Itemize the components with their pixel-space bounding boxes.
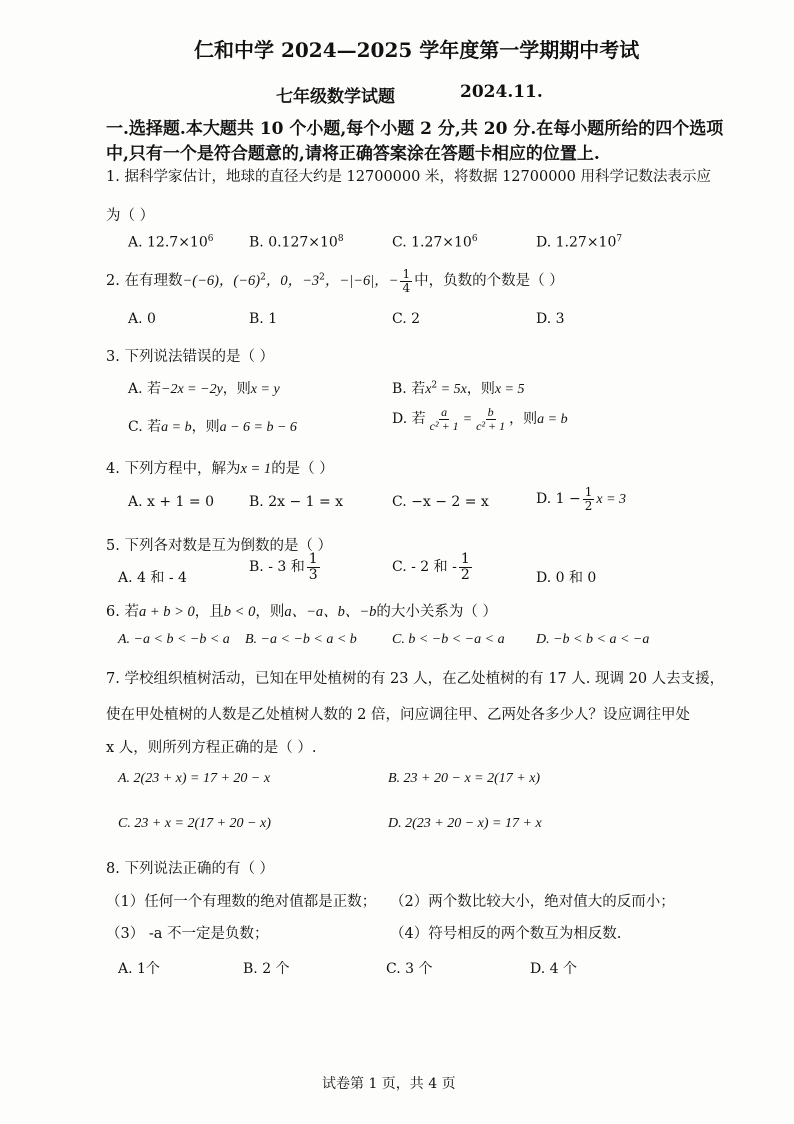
q8-stem: 8. 下列说法正确的有（ ） (106, 861, 275, 877)
q8-statement-4: （4）符号相反的两个数互为相反数. (390, 926, 622, 942)
q6-option-a: A. −a < b < −b < a (118, 632, 230, 647)
q3-option-c: C. 若a = b，则a − 6 = b − 6 (128, 419, 297, 435)
q8-option-b: B. 2 个 (243, 961, 290, 977)
q7-stem-line2: 使在甲处植树的人数是乙处植树人数的 2 倍，问应调往甲、乙两处各多少人？设应调往甲处 (106, 707, 690, 723)
page-footer: 试卷第 1 页，共 4 页 (322, 1076, 456, 1092)
q7-stem-line1: 7. 学校组织植树活动，已知在甲处植树的有 23 人，在乙处植树的有 17 人. 现调 20 人去支援， (106, 671, 725, 687)
q8-statement-2: （2）两个数比较大小，绝对值大的反而小； (390, 894, 675, 910)
q5-option-c: C. - 2 和 - $\frac{1}{2}$ (392, 551, 470, 583)
q1-stem-line2: 为（ ） (106, 208, 155, 224)
q6-option-b: B. −a < −b < a < b (245, 632, 357, 647)
q2-stem: 2. 在有理数−(−6)，$(-6)^2$，0，$-3^2$，−|−6|，− $\frac{1}{4}$ 中，负数的个数是（ ） (106, 267, 564, 295)
q2-option-d: D. 3 (536, 311, 565, 327)
q2-option-b: B. 1 (249, 311, 278, 327)
exam-title: 仁和中学 2024—2025 学年度第一学期期中考试 (194, 38, 640, 62)
q5-option-d: D. 0 和 0 (536, 570, 597, 586)
q8-option-d: D. 4 个 (530, 961, 577, 977)
q6-option-d: D. −b < b < a < −a (536, 632, 650, 647)
q4-stem: 4. 下列方程中，解为x = 1的是（ ） (106, 461, 334, 477)
q4-option-d: D. 1 − $\frac{1}{2}$ x = 3 (536, 485, 627, 513)
q5-option-a: A. 4 和 - 4 (118, 570, 187, 586)
q4-option-c: C. −x − 2 = x (392, 494, 489, 510)
q8-statement-3: （3） -a 不一定是负数； (106, 926, 269, 942)
q8-statement-1: （1）任何一个有理数的绝对值都是正数； (106, 894, 377, 910)
q7-stem-line3: x 人，则所列方程正确的是（ ）. (106, 740, 317, 756)
q7-option-b: B. 23 + 20 − x = 2(17 + x) (388, 771, 541, 786)
q3-option-b: B. 若$x^2 = 5x$，则x = 5 (392, 380, 525, 397)
q3-option-d: D. 若 $\frac{a}{\text{c² + 1}}$ = $\frac{b}{\text{c² + 1}}$ ，则a = b (392, 405, 568, 433)
section-heading-line1: 一.选择题.本大题共 10 个小题,每个小题 2 分,共 20 分.在每小题所给的四个选项 (106, 119, 724, 139)
q8-option-c: C. 3 个 (386, 961, 433, 977)
q1-option-d: D. $1.27\times 10^7$ (536, 234, 623, 251)
q8-option-a: A. 1个 (118, 961, 160, 977)
q1-stem-line1: 1. 据科学家估计，地球的直径大约是 12700000 米，将数据 12700000 用科学记数法表示应 (106, 169, 711, 185)
exam-subtitle: 七年级数学试题 (276, 87, 395, 107)
q2-option-a: A. 0 (128, 311, 156, 327)
q3-stem: 3. 下列说法错误的是（ ） (106, 349, 275, 365)
section-heading-line2: 中,只有一个是符合题意的,请将正确答案涂在答题卡相应的位置上. (106, 144, 600, 164)
q5-option-b: B. - 3 和 $\frac{1}{3}$ (249, 551, 318, 583)
q4-option-b: B. 2x − 1 = x (249, 494, 344, 510)
exam-date: 2024.11. (460, 82, 543, 102)
q7-option-c: C. 23 + x = 2(17 + 20 − x) (118, 816, 271, 831)
q1-option-c: C. $1.27\times 10^6$ (392, 234, 478, 251)
q4-option-a: A. x + 1 = 0 (128, 494, 214, 510)
q7-option-a: A. 2(23 + x) = 17 + 20 − x (118, 771, 271, 786)
q1-option-a: A. $12.7\times 10^6$ (128, 234, 214, 251)
q6-option-c: C. b < −b < −a < a (392, 632, 505, 647)
q5-stem: 5. 下列各对数是互为倒数的是（ ） (106, 538, 333, 554)
q6-stem: 6. 若a + b > 0，且b < 0，则a、−a、b、−b的大小关系为（ ） (106, 604, 498, 620)
q7-option-d: D. 2(23 + 20 − x) = 17 + x (388, 816, 542, 831)
q1-option-b: B. $0.127\times 10^8$ (249, 234, 344, 251)
q2-option-c: C. 2 (392, 311, 421, 327)
q3-option-a: A. 若−2x = −2y，则x = y (128, 381, 280, 397)
